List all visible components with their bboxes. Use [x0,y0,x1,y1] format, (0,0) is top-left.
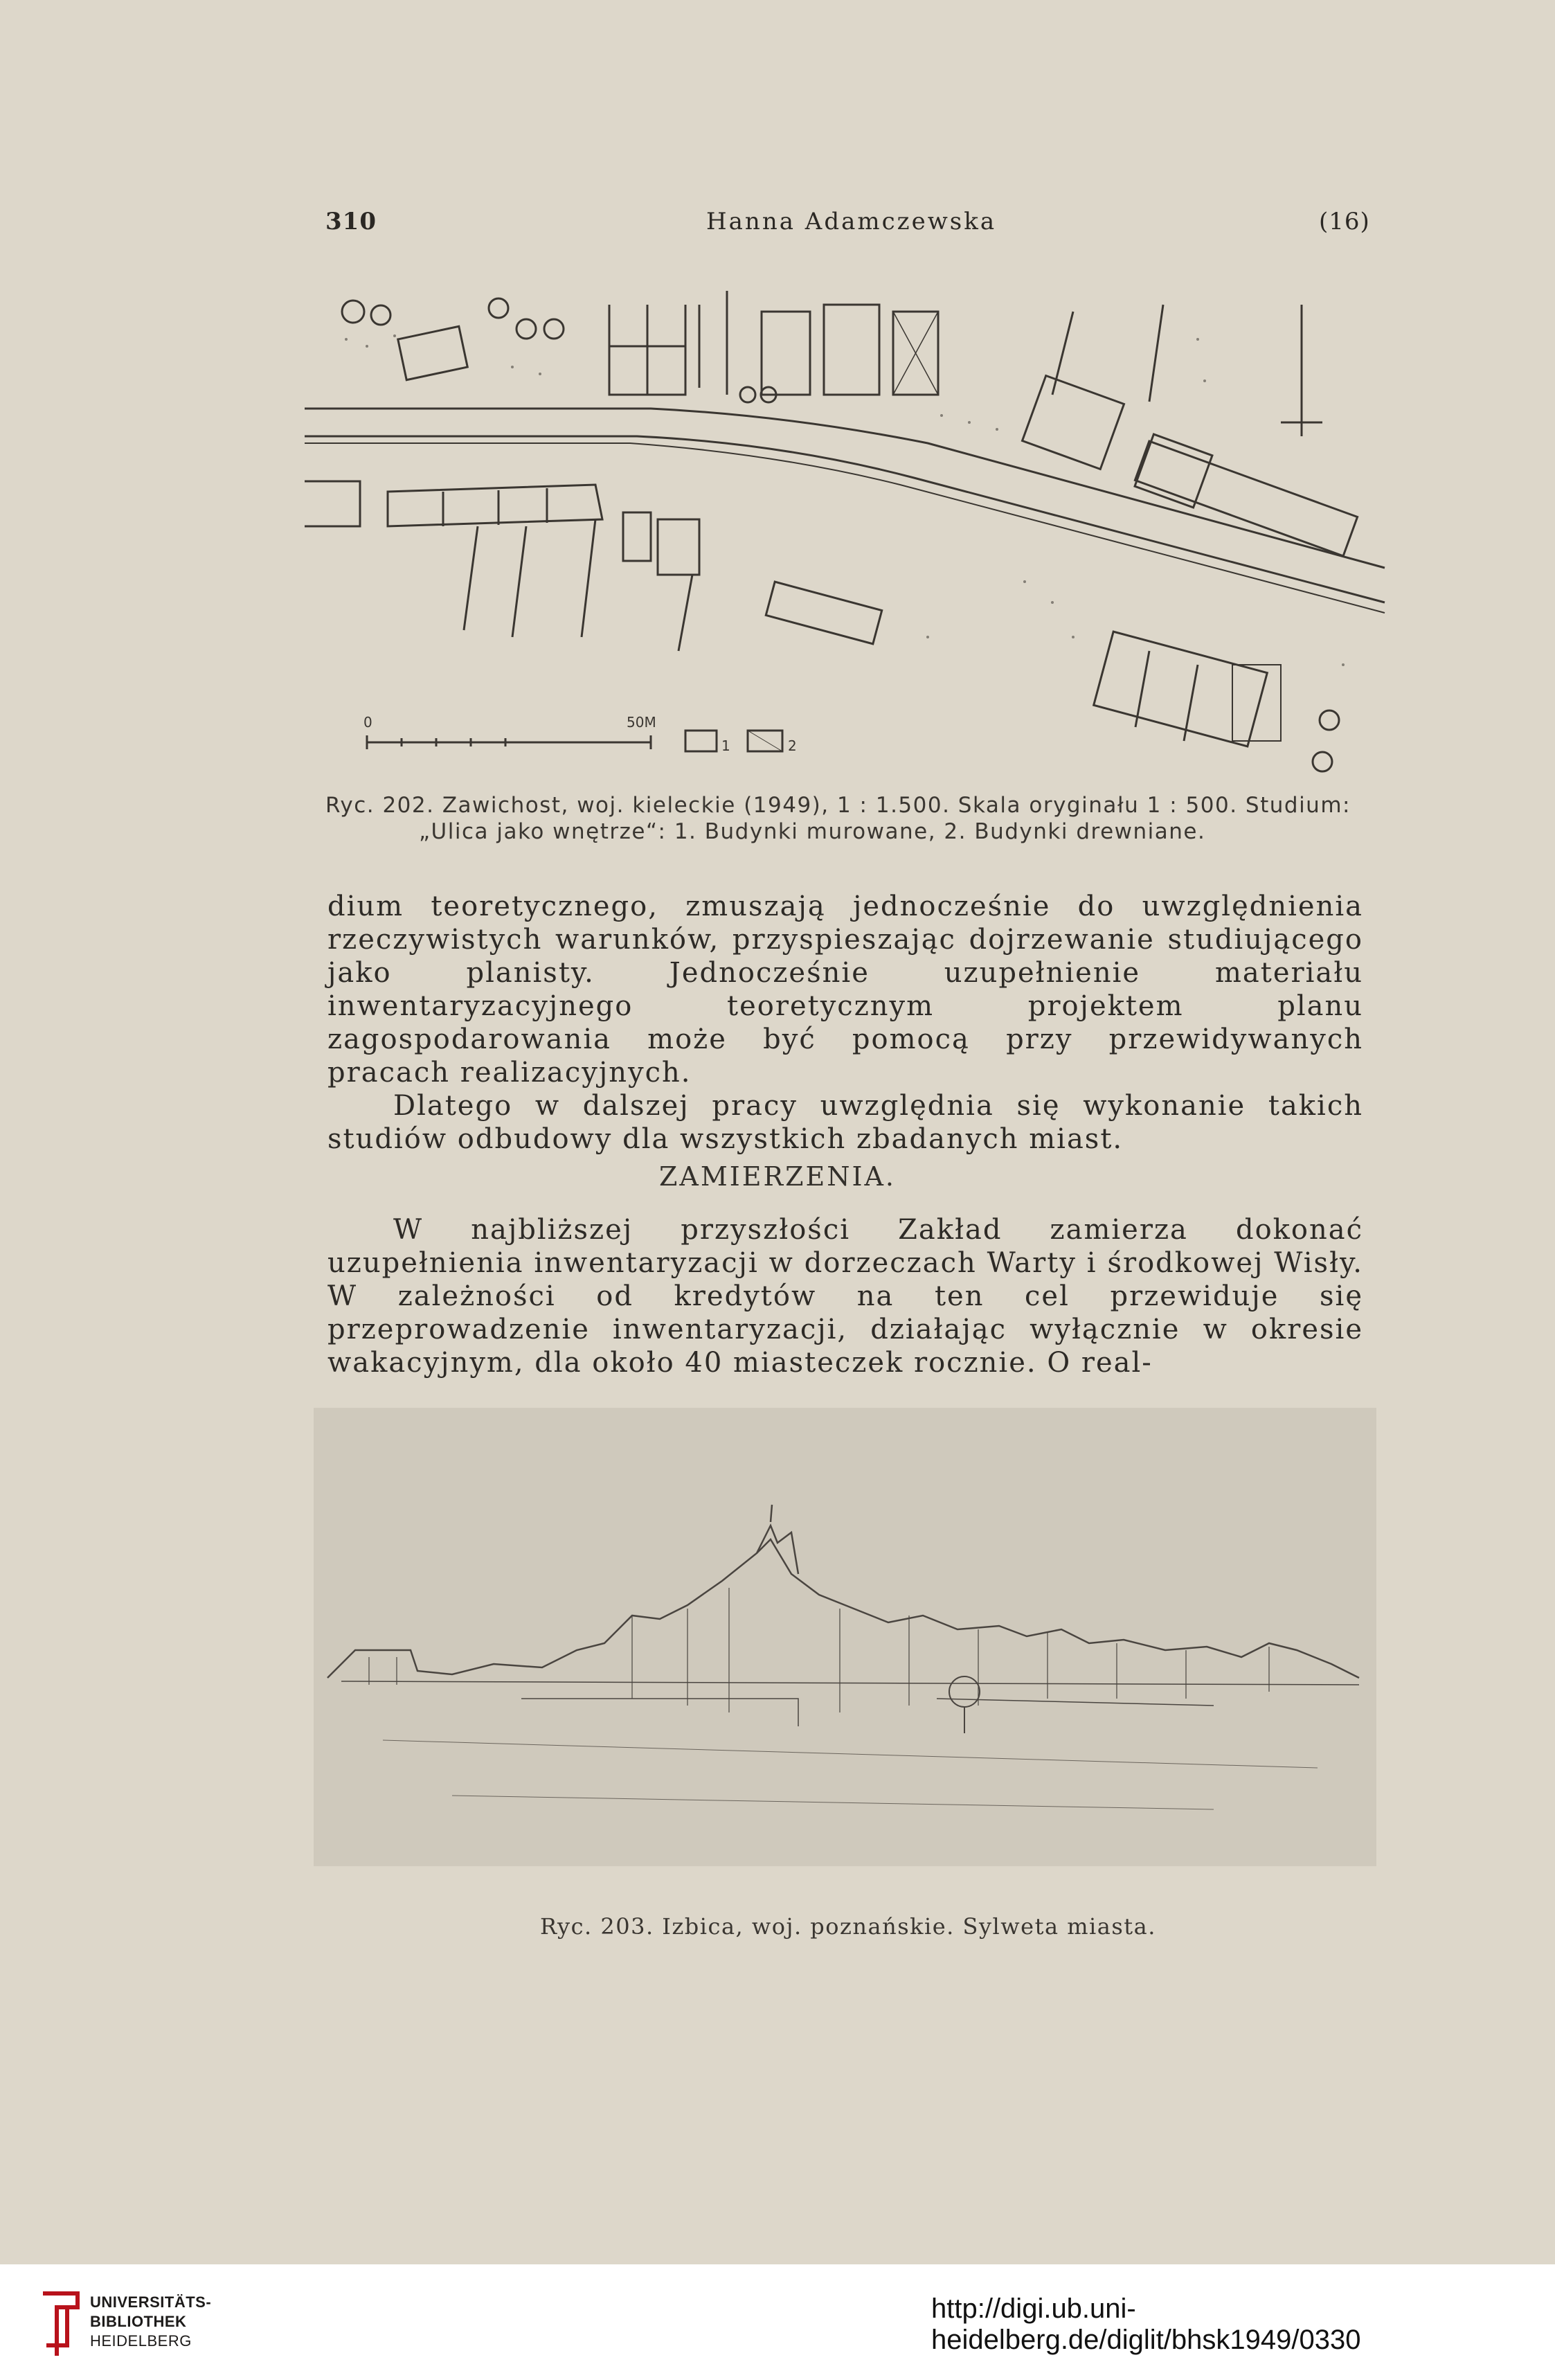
paragraph-1: dium teoretycznego, zmuszają jednocześnie do uwzględnienia rzeczywistych warunków, przyspieszając dojrzewanie studiującego jako planisty. Jednocześnie uzupełnienie materiału inwentaryzacyjnego teoretycznym projektem planu zagospodarowania może być pomocą przy przewidywanych pracach realizacyjnych. [327,891,1363,1089]
street-plan-figure [305,277,1392,776]
library-logo-icon [36,2280,84,2365]
scale-start-label: 0 [363,714,372,731]
section-heading: ZAMIERZENIA. [658,1161,897,1192]
paragraph-3: W najbliższej przyszłości Zakład zamierza dokonać uzupełnienia inwentaryzacji w dorzeczach Warty i środkowej Wisły. W zależności od kredytów na ten cel przewiduje się przeprowadzenie inwentaryzacji, działając wyłącznie w okresie wakacyjnym, dla około 40 miasteczek rocznie. O real- [327,1214,1363,1379]
figure-203-caption: Ryc. 203. Izbica, woj. poznańskie. Sylweta miasta. [540,1913,1156,1940]
running-title: Hanna Adamczewska [706,208,997,235]
library-name-line1: UNIVERSITÄTS- [90,2293,212,2311]
figure-202-caption-line1: Ryc. 202. Zawichost, woj. kieleckie (1949), 1 : 1.500. Skala oryginału 1 : 500. Studium: [325,793,1351,818]
town-silhouette-sketch [314,1408,1376,1866]
library-name-line3: HEIDELBERG [90,2332,192,2350]
paragraph-2: Dlatego w dalszej pracy uwzględnia się wykonanie takich studiów odbudowy dla wszystkich zbadanych miast. [327,1090,1363,1155]
library-name-line2: BIBLIOTHEK [90,2313,187,2330]
body-text-block-2 [327,1213,1363,1379]
body-text-block-1 [327,890,1363,1156]
page-number: 310 [325,208,377,235]
section-number: (16) [1319,208,1370,235]
legend-1-label: 1 [721,737,730,754]
scale-end-label: 50M [627,714,656,731]
legend-2-label: 2 [788,737,797,754]
source-url-link[interactable]: http://digi.ub.uni-heidelberg.de/diglit/bhsk1949/0330 [931,2293,1361,2355]
figure-202-caption-line2: „Ulica jako wnętrze“: 1. Budynki murowane, 2. Budynki drewniane. [419,819,1206,844]
